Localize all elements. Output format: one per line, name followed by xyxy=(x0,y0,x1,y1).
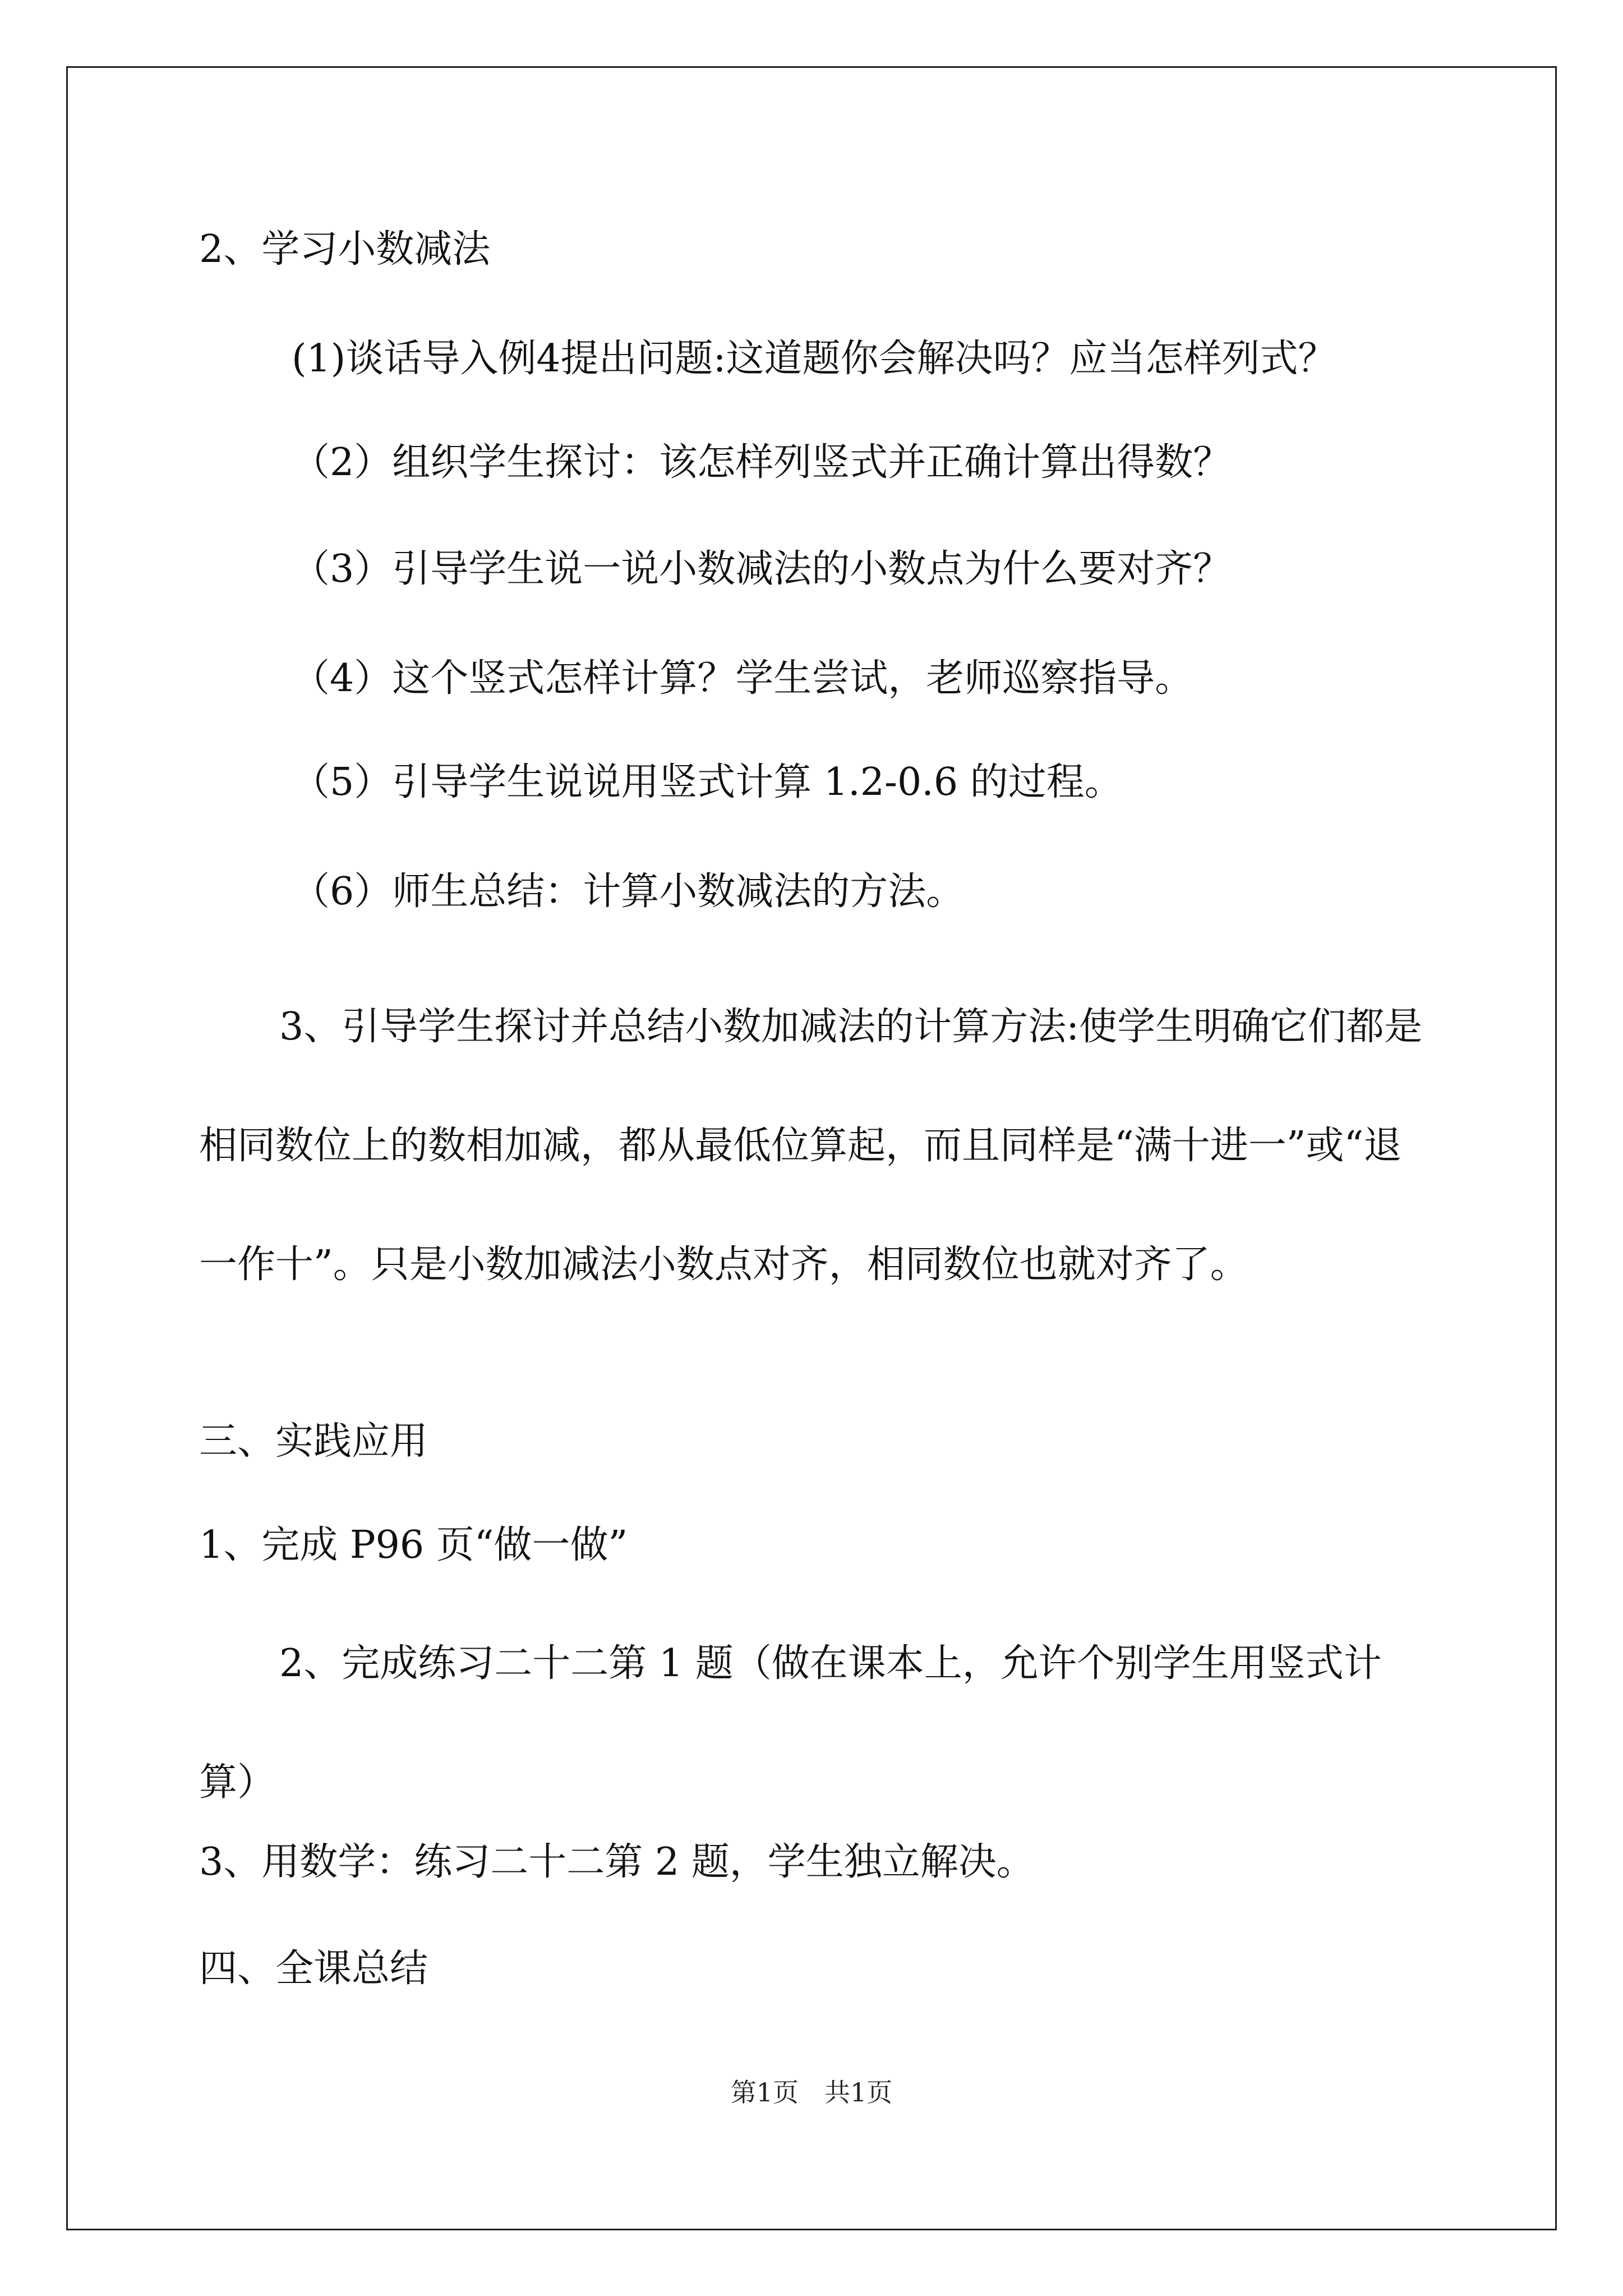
section-heading-subtraction: 2、学习小数减法 xyxy=(199,227,491,272)
step-3: （3）引导学生说一说小数减法的小数点为什么要对齐？ xyxy=(292,547,1232,591)
section-heading-summary: 四、全课总结 xyxy=(199,1947,428,1991)
summary-paragraph: 3、引导学生探讨并总结小数加减法的计算方法:使学生明确它们都是相同数位上的数相加减，都从最低位算起，而且同样是“满十进一”或“退一作十”。只是小数加减法小数点对齐，相同数位也就对齐了。 xyxy=(199,1005,1423,1287)
practice-item-3: 3、用数学：练习二十二第 2 题，学生独立解决。 xyxy=(199,1840,1035,1884)
step-4: （4）这个竖式怎样计算？学生尝试，老师巡察指导。 xyxy=(292,656,1193,701)
page-footer: 第1页 共1页 xyxy=(730,2077,893,2108)
step-2: （2）组织学生探讨：该怎样列竖式并正确计算出得数？ xyxy=(292,440,1232,485)
step-1: (1)谈话导入例4提出问题:这道题你会解决吗？应当怎样列式？ xyxy=(292,337,1336,381)
practice-item-2: 2、完成练习二十二第 1 题（做在课本上，允许个别学生用竖式计算） xyxy=(199,1641,1382,1805)
practice-item-1: 1、完成 P96 页“做一做” xyxy=(199,1523,628,1567)
step-6: （6）师生总结：计算小数减法的方法。 xyxy=(292,869,965,914)
section-heading-practice: 三、实践应用 xyxy=(199,1419,428,1464)
step-5: （5）引导学生说说用竖式计算 1.2-0.6 的过程。 xyxy=(292,760,1123,804)
